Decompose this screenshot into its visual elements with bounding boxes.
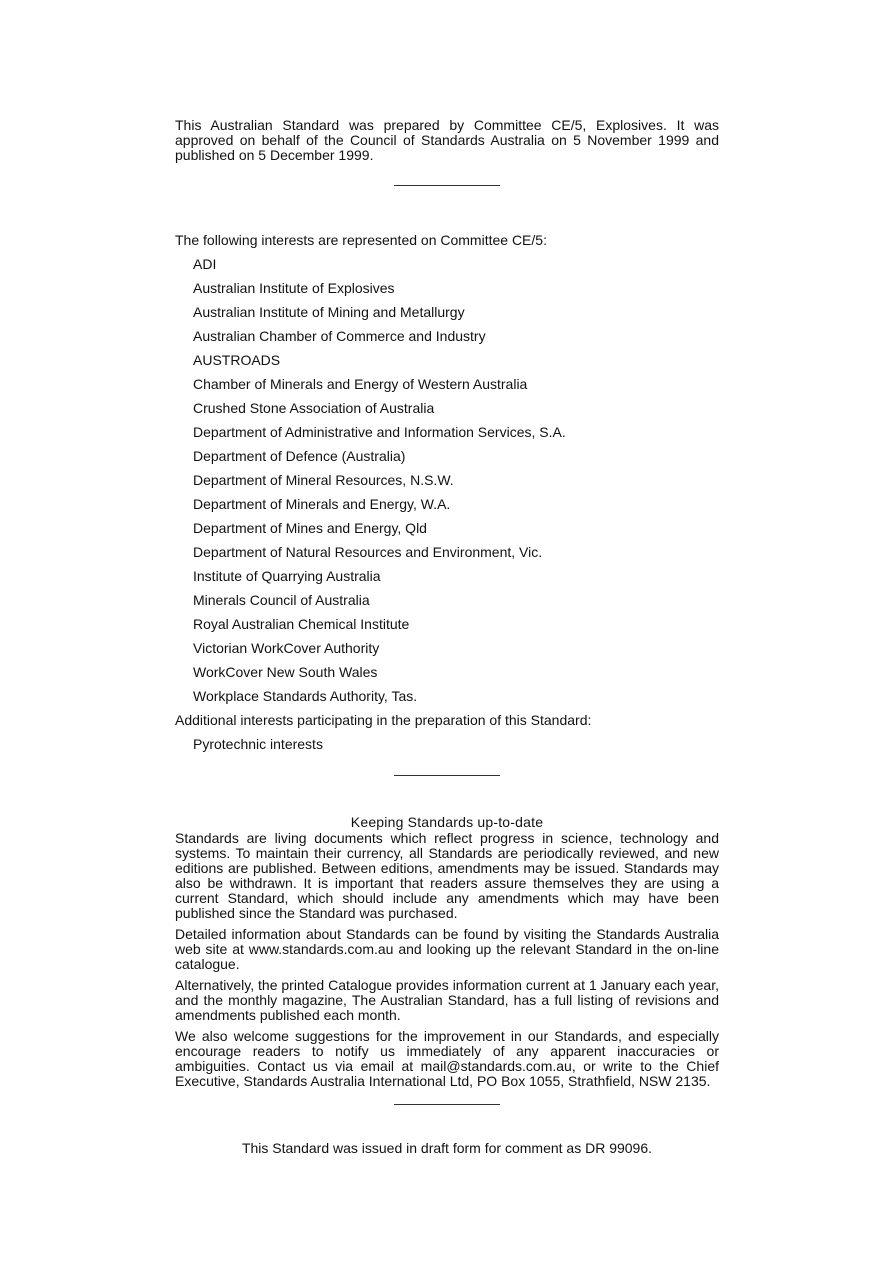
keeping-paragraph-catalogue: Alternatively, the printed Catalogue provides information current at 1 January each year, and the monthly magazine, The Australian Standard, has a full listing of revisions and amendments published each month. (175, 977, 719, 1023)
additional-interests-intro: Additional interests participating in the preparation of this Standard: (175, 712, 592, 728)
list-item: Australian Chamber of Commerce and Industry (193, 328, 486, 344)
keeping-paragraph-contact: We also welcome suggestions for the improvement in our Standards, and especially encourage readers to notify us immediately of any apparent inaccuracies or ambiguities. Contact us via email at mail@standards.com.au, or write to the Chief Executive, Standards Australia International Ltd, PO Box 1055, Strathfield, NSW 2135. (175, 1028, 719, 1089)
keeping-paragraph-web-site: Detailed information about Standards can be found by visiting the Standards Australia web site at www.standards.com.au and looking up the relevant Standard in the on-line catalogue. (175, 926, 719, 972)
list-item: Australian Institute of Explosives (193, 280, 395, 296)
list-item: WorkCover New South Wales (193, 664, 378, 680)
list-item: Department of Minerals and Energy, W.A. (193, 496, 451, 512)
list-item: Department of Mineral Resources, N.S.W. (193, 472, 454, 488)
preparation-statement: This Australian Standard was prepared by Committee CE/5, Explosives. It was approved on behalf of the Council of Standards Australia on 5 November 1999 and published on 5 December 1999. (175, 117, 719, 163)
list-item: Australian Institute of Mining and Metallurgy (193, 304, 465, 320)
list-item: Victorian WorkCover Authority (193, 640, 380, 656)
committee-member-list (175, 252, 719, 708)
list-item: ADI (193, 256, 217, 272)
additional-interests-list (175, 732, 719, 756)
list-item: Royal Australian Chemical Institute (193, 616, 410, 632)
list-item: Crushed Stone Association of Australia (193, 400, 435, 416)
list-item: Institute of Quarrying Australia (193, 568, 381, 584)
list-item: Department of Mines and Energy, Qld (193, 520, 427, 536)
list-item: Department of Administrative and Information Services, S.A. (193, 424, 566, 440)
page-content (175, 118, 719, 1157)
list-item: Chamber of Minerals and Energy of Western Australia (193, 376, 528, 392)
keeping-paragraph-living-documents: Standards are living documents which reflect progress in science, technology and systems. To maintain their currency, all Standards are periodically reviewed, and new editions are published. Between editions, amendments may be issued. Standards may also be withdrawn. It is important that readers assure themselves they are using a current Standard, which should include any amendments which may have been published since the Standard was purchased. (175, 830, 719, 921)
keeping-up-to-date-heading: Keeping Standards up-to-date (350, 814, 544, 830)
list-item: AUSTROADS (193, 352, 281, 368)
committee-interests-intro: The following interests are represented on Committee CE/5: (175, 232, 547, 248)
list-item: Workplace Standards Authority, Tas. (193, 688, 418, 704)
draft-note: This Standard was issued in draft form for comment as DR 99096. (241, 1140, 653, 1156)
list-item: Department of Defence (Australia) (193, 448, 406, 464)
list-item: Department of Natural Resources and Environment, Vic. (193, 544, 543, 560)
list-item: Minerals Council of Australia (193, 592, 370, 608)
list-item: Pyrotechnic interests (193, 736, 323, 752)
